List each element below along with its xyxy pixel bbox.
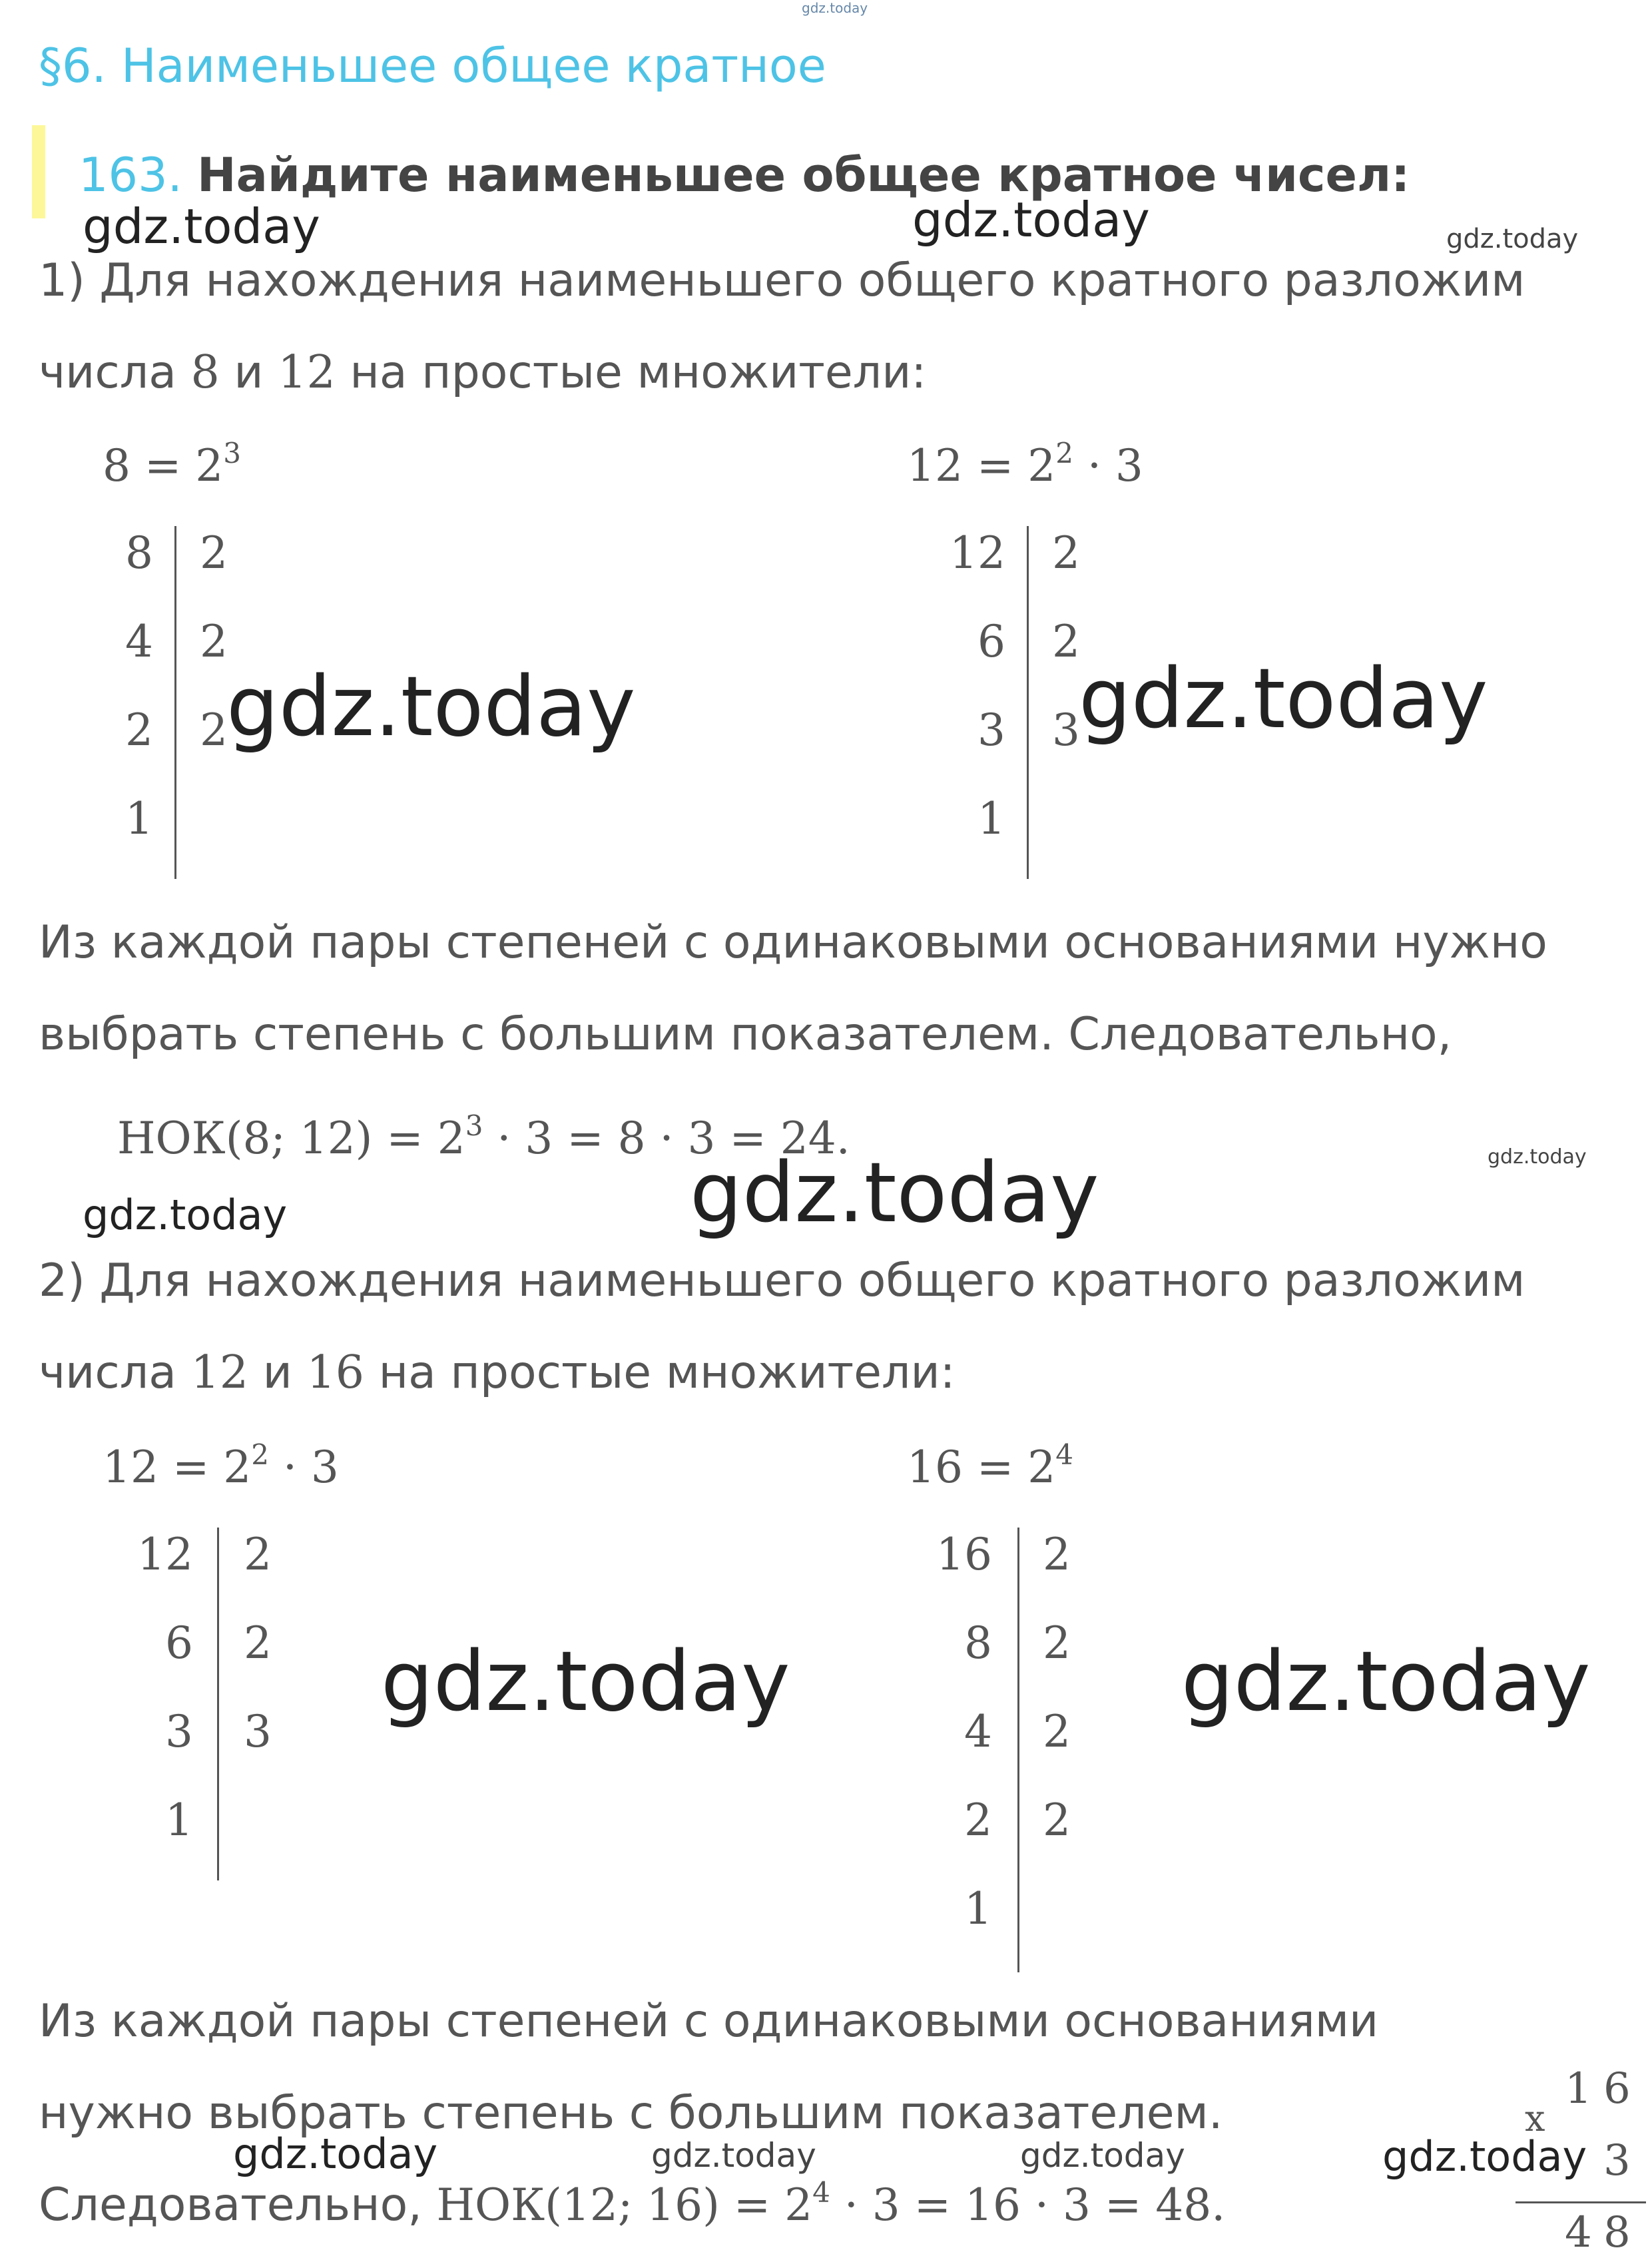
p2-right-table-left-3: 2 [964, 1795, 992, 1846]
section-title: §6. Наименьшее общее кратное [39, 39, 826, 93]
part2-right-equation [907, 1438, 1073, 1493]
part2-result-b: · 3 = 16 · 3 = 48. [830, 2179, 1226, 2231]
p2-right-table-left-1: 8 [964, 1617, 992, 1669]
part1-intro-n1: 8 [190, 346, 220, 399]
part2-result-a: НОК(12; 16) = 2 [436, 2179, 813, 2231]
part2-left-equation [103, 1438, 339, 1493]
part1-intro-line1: 1) Для нахождения наименьшего общего кратного разложим [39, 254, 1525, 307]
part2-conclusion-text: Следовательно, [39, 2179, 437, 2231]
p1-left-table-left-1: 4 [125, 616, 153, 667]
mult-result-digit-1: 8 [1603, 2208, 1631, 2257]
p2-right-table-right-1: 2 [1043, 1617, 1071, 1669]
part1-result-b: · 3 = 8 · 3 = 24. [483, 1113, 850, 1164]
watermark: gdz.today [83, 198, 320, 254]
part2-intro-line2 [39, 1346, 956, 1399]
watermark: gdz.today [381, 1634, 790, 1730]
p2-right-table-left-2: 4 [964, 1706, 992, 1757]
p1-left-table-left-0: 8 [125, 527, 153, 579]
p2-right-table-left-0: 16 [936, 1529, 992, 1580]
p2-right-table-right-2: 2 [1043, 1706, 1071, 1757]
mult-top-digit-0: 1 [1565, 2064, 1592, 2114]
part1-right-equation [907, 439, 1143, 491]
part1-right-eq-exp: 2 [1055, 437, 1073, 469]
watermark: gdz.today [233, 2129, 438, 2178]
part2-intro-n1: 12 [190, 1346, 249, 1399]
watermark: gdz.today [226, 659, 636, 755]
part1-result-a: НОК(8; 12) = 2 [117, 1113, 465, 1164]
part2-result-exp: 4 [812, 2176, 830, 2209]
watermark: gdz.today [83, 1191, 288, 1239]
part2-intro-text-b: и [248, 1346, 307, 1399]
part2-left-eq-exp: 2 [251, 1438, 269, 1471]
watermark: gdz.today [651, 2136, 816, 2175]
part2-intro-text-a: числа [39, 1346, 191, 1399]
task-number: 163. [79, 148, 182, 202]
mult-sign: x [1525, 2098, 1545, 2139]
part2-intro-n2: 16 [306, 1346, 365, 1399]
watermark: gdz.today [1488, 1145, 1587, 1169]
watermark: gdz.today [1446, 224, 1579, 254]
p1-right-table-right-0: 2 [1052, 527, 1080, 579]
p1-left-table-left-3: 1 [125, 793, 153, 844]
part2-left-eq-tail: · 3 [268, 1442, 339, 1493]
p1-left-table-left-2: 2 [125, 705, 153, 756]
part1-intro-text-b: и [219, 346, 278, 399]
p2-left-table-left-1: 6 [165, 1617, 193, 1669]
watermark: gdz.today [1382, 2132, 1587, 2181]
part1-left-eq-exp: 3 [223, 437, 241, 469]
p1-left-table-right-0: 2 [200, 527, 228, 579]
p2-left-table-left-0: 12 [137, 1529, 193, 1580]
part1-intro-text-a: числа [39, 346, 191, 399]
p1-right-table-left-3: 1 [977, 793, 1005, 844]
part2-conclusion-line2: нужно выбрать степень с большим показателем. [39, 2087, 1223, 2139]
p2-right-table-right-0: 2 [1043, 1529, 1071, 1580]
p1-right-table-divider [1027, 526, 1029, 879]
p2-left-table-left-3: 1 [165, 1795, 193, 1846]
part2-result [436, 2176, 1226, 2231]
part1-right-eq-base: 12 = 2 [907, 440, 1056, 491]
task-text: Найдите наименьшее общее кратное чисел: [197, 148, 1410, 202]
p1-right-table-left-2: 3 [977, 705, 1005, 756]
watermark: gdz.today [1181, 1634, 1591, 1730]
watermark: gdz.today [912, 192, 1150, 248]
part1-intro-text-c: на простые множители: [335, 346, 927, 399]
watermark: gdz.today [1020, 2136, 1185, 2175]
p1-right-table-right-2: 3 [1052, 705, 1080, 756]
part1-left-equation [103, 439, 241, 491]
p2-left-table-divider [217, 1528, 219, 1880]
p1-left-table-right-2: 2 [200, 705, 228, 756]
mult-result-digit-0: 4 [1565, 2208, 1592, 2257]
part2-right-eq-base: 16 = 2 [907, 1442, 1056, 1493]
watermark: gdz.today [690, 1145, 1099, 1241]
p1-right-table-left-1: 6 [977, 616, 1005, 667]
part2-intro-text-c: на простые множители: [364, 1346, 956, 1399]
part1-intro-line2 [39, 346, 926, 399]
p2-left-table-right-0: 2 [244, 1529, 272, 1580]
top-watermark: gdz.today [802, 0, 868, 16]
part1-conclusion-line1: Из каждой пары степеней с одинаковыми основаниями нужно [39, 916, 1547, 969]
p2-left-table-left-2: 3 [165, 1706, 193, 1757]
p2-left-table-right-2: 3 [244, 1706, 272, 1757]
p2-left-table-right-1: 2 [244, 1617, 272, 1669]
watermark: gdz.today [1079, 651, 1488, 747]
p1-right-table-left-0: 12 [950, 527, 1005, 579]
mult-result-rule [1515, 2201, 1646, 2203]
part2-right-eq-exp: 4 [1055, 1438, 1073, 1471]
p1-left-table-divider [174, 526, 176, 879]
p1-right-table-right-1: 2 [1052, 616, 1080, 667]
part1-right-eq-tail: · 3 [1073, 440, 1143, 491]
part1-conclusion-line2: выбрать степень с большим показателем. Следовательно, [39, 1008, 1452, 1061]
task-accent-bar [32, 125, 45, 218]
p1-left-table-right-1: 2 [200, 616, 228, 667]
part2-conclusion-line3 [39, 2176, 1226, 2231]
mult-bottom-digit: 3 [1603, 2136, 1631, 2185]
p2-right-table-right-3: 2 [1043, 1795, 1071, 1846]
part2-conclusion-line1: Из каждой пары степеней с одинаковыми основаниями [39, 1995, 1379, 2048]
mult-top-digit-1: 6 [1603, 2064, 1631, 2114]
p2-right-table-left-4: 1 [964, 1883, 992, 1934]
part1-left-eq-base: 8 = 2 [103, 440, 224, 491]
part1-result-exp: 3 [465, 1109, 483, 1142]
part2-left-eq-base: 12 = 2 [103, 1442, 252, 1493]
part1-intro-n2: 12 [278, 346, 336, 399]
part2-intro-line1: 2) Для нахождения наименьшего общего кратного разложим [39, 1255, 1525, 1307]
p2-right-table-divider [1017, 1528, 1019, 1972]
